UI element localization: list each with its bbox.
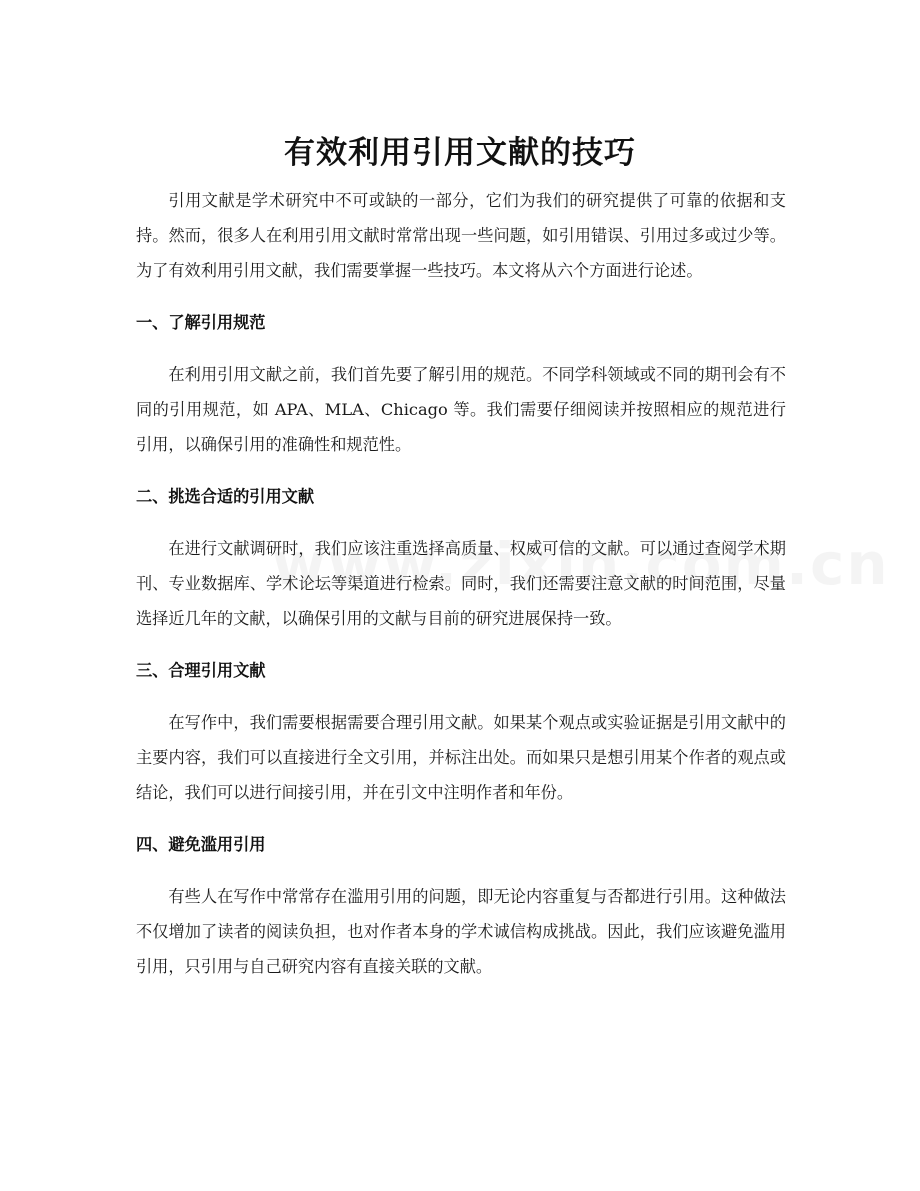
section-body-4: 有些人在写作中常常存在滥用引用的问题，即无论内容重复与否都进行引用。这种做法不仅增加了读者的阅读负担，也对作者本身的学术诚信构成挑战。因此，我们应该避免滥用引用，只引用与自己研究内容有直接关联的文献。 — [136, 887, 786, 976]
document-title: 有效利用引用文献的技巧 — [284, 134, 636, 171]
section-heading-2: 二、挑选合适的引用文献 — [136, 487, 315, 506]
section-heading-1: 一、了解引用规范 — [136, 313, 266, 332]
document-body — [136, 183, 786, 984]
section-body-2: 在进行文献调研时，我们应该注重选择高质量、权威可信的文献。可以通过查阅学术期刊、专业数据库、学术论坛等渠道进行检索。同时，我们还需要注意文献的时间范围，尽量选择近几年的文献，以确保引用的文献与目前的研究进展保持一致。 — [136, 539, 786, 628]
section-body-3: 在写作中，我们需要根据需要合理引用文献。如果某个观点或实验证据是引用文献中的主要内容，我们可以直接进行全文引用，并标注出处。而如果只是想引用某个作者的观点或结论，我们可以进行间接引用，并在引文中注明作者和年份。 — [136, 713, 786, 802]
section-heading-4: 四、避免滥用引用 — [136, 835, 266, 854]
section-heading-3: 三、合理引用文献 — [136, 661, 266, 680]
section-body-1: 在利用引用文献之前，我们首先要了解引用的规范。不同学科领域或不同的期刊会有不同的引用规范，如 APA、MLA、Chicago 等。我们需要仔细阅读并按照相应的规范进行引用，以确保引用的准确性和规范性。 — [136, 365, 786, 454]
intro-paragraph: 引用文献是学术研究中不可或缺的一部分，它们为我们的研究提供了可靠的依据和支持。然而，很多人在利用引用文献时常常出现一些问题，如引用错误、引用过多或过少等。为了有效利用引用文献，我们需要掌握一些技巧。本文将从六个方面进行论述。 — [136, 191, 786, 280]
